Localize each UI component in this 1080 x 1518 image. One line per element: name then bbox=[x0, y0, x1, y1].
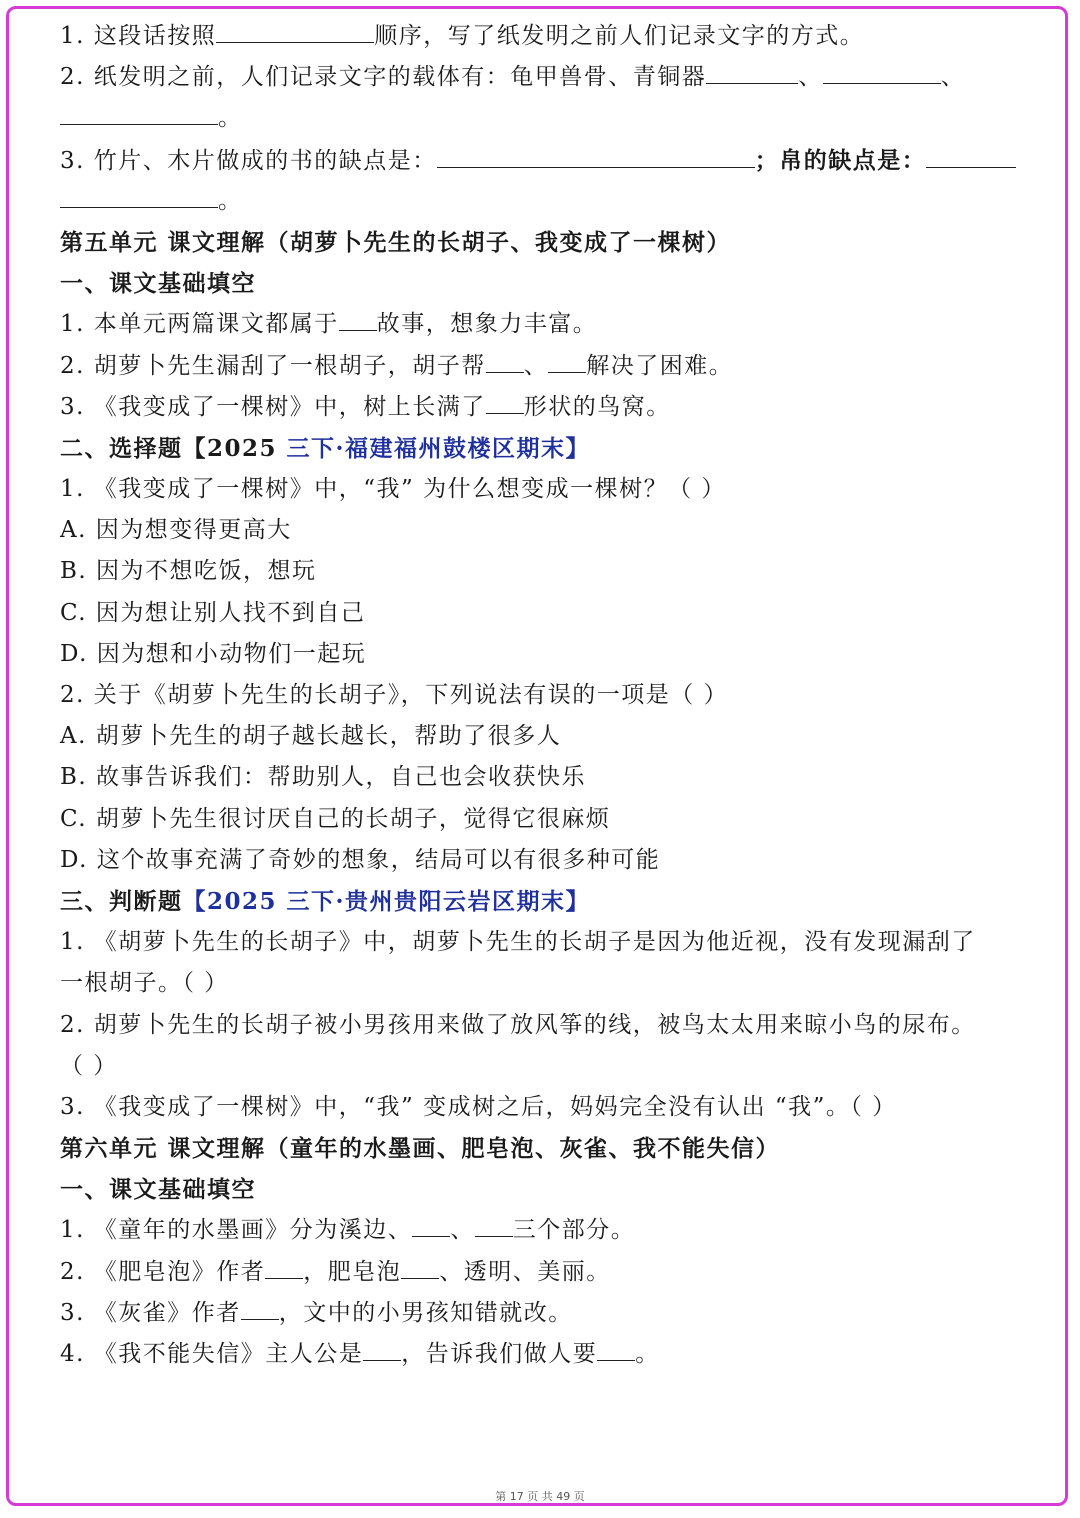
option-line: C. 因为想让别人找不到自己 bbox=[60, 599, 366, 626]
question-line: 2. 纸发明之前，人们记录文字的载体有：龟甲兽骨、青铜器 、 、 bbox=[60, 64, 966, 91]
question-line: 3. 竹片、木片做成的书的缺点是： ；帛的缺点是： bbox=[60, 140, 1060, 181]
option-line: A. 胡萝卜先生的胡子越长越长，帮助了很多人 bbox=[60, 723, 562, 750]
section-heading: 一、课文基础填空 bbox=[60, 1176, 256, 1204]
unit-heading: 第六单元 课文理解（童年的水墨画、肥皂泡、灰雀、我不能失信） bbox=[60, 1135, 781, 1163]
option-line: C. 胡萝卜先生很讨厌自己的长胡子，觉得它很麻烦 bbox=[60, 805, 611, 832]
option-line: D. 因为想和小动物们一起玩 bbox=[60, 640, 367, 667]
unit-heading: 第五单元 课文理解（胡萝卜先生的长胡子、我变成了一棵树） bbox=[60, 228, 732, 256]
option-line: D. 这个故事充满了奇妙的想象，结局可以有很多种可能 bbox=[60, 846, 661, 873]
option-line: B. 因为不想吃饭，想玩 bbox=[60, 558, 317, 585]
question-line: 3. 《我变成了一棵树》中，树上长满了 形状的鸟窝。 bbox=[60, 393, 671, 420]
question-line: 1. 《我变成了一棵树》中，“我” 为什么想变成一棵树？（ ） bbox=[60, 476, 726, 503]
section-heading: 三、判断题【2025 三下·贵州贵阳云岩区期末】 bbox=[60, 887, 591, 915]
question-line: 1. 《胡萝卜先生的长胡子》中，胡萝卜先生的长胡子是因为他近视，没有发现漏刮了 bbox=[60, 929, 976, 956]
question-line: 2. 《肥皂泡》作者 ，肥皂泡 、透明、美丽。 bbox=[60, 1258, 611, 1285]
question-line: 1. 这段话按照 顺序，写了纸发明之前人们记录文字的方式。 bbox=[60, 23, 865, 49]
question-line: 3. 《我变成了一棵树》中，“我” 变成树之后，妈妈完全没有认出 “我”。（ ） bbox=[60, 1093, 897, 1120]
option-line: A. 因为想变得更高大 bbox=[60, 517, 292, 544]
question-line: 一根胡子。（ ） bbox=[60, 970, 229, 997]
question-line: 2. 胡萝卜先生漏刮了一根胡子，胡子帮 、 解决了困难。 bbox=[60, 352, 734, 379]
question-line: 1. 本单元两篇课文都属于 故事，想象力丰富。 bbox=[60, 311, 598, 338]
question-line: （ ） bbox=[60, 1052, 118, 1079]
section-heading: 一、课文基础填空 bbox=[60, 270, 256, 298]
question-line: 2. 胡萝卜先生的长胡子被小男孩用来做了放风筝的线，被鸟太太用来晾小鸟的尿布。 bbox=[60, 1011, 976, 1038]
worksheet-content bbox=[60, 16, 1060, 1375]
page-number-footer: 第 17 页 共 49 页 bbox=[495, 1490, 585, 1503]
source-tag: 三下·福建福州鼓楼区期末】 bbox=[286, 434, 591, 462]
question-line: 3. 《灰雀》作者 ，文中的小男孩知错就改。 bbox=[60, 1299, 573, 1326]
source-tag: 【2025 三下·贵州贵阳云岩区期末】 bbox=[182, 887, 591, 915]
question-line: 。 bbox=[60, 98, 1060, 139]
question-line: 2. 关于《胡萝卜先生的长胡子》，下列说法有误的一项是（ ） bbox=[60, 682, 729, 708]
section-heading: 二、选择题【2025 三下·福建福州鼓楼区期末】 bbox=[60, 434, 591, 462]
question-line: 4. 《我不能失信》主人公是 ，告诉我们做人要 。 bbox=[60, 1341, 660, 1367]
question-line: 。 bbox=[60, 181, 1060, 222]
question-line: 1. 《童年的水墨画》分为溪边、 、 三个部分。 bbox=[60, 1217, 636, 1244]
option-line: B. 故事告诉我们：帮助别人，自己也会收获快乐 bbox=[60, 764, 587, 791]
